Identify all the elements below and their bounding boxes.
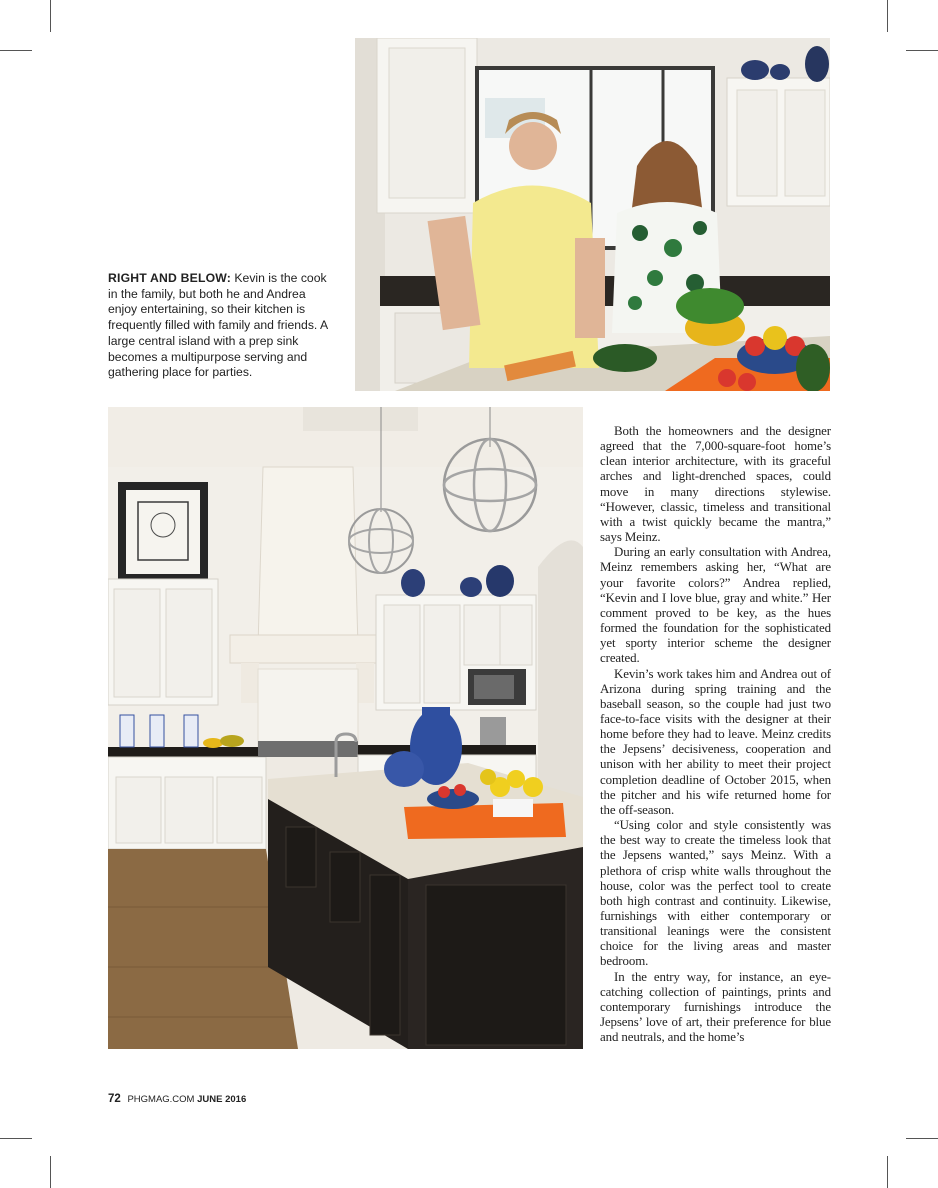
issue-date: JUNE 2016 <box>197 1094 247 1105</box>
article-paragraph: Both the homeowners and the designer agreed that the 7,000-square-foot home’s clean interior architecture, with its graceful arches and light-drenched spaces, could move in many directions stylewise. “However, classic, timeless and transitional with a twist quickly became the mantra,” says Meinz. <box>600 424 831 545</box>
article-paragraph: Kevin’s work takes him and Andrea out of Arizona during spring training and the baseball season, so the couple had just two face-to-face visits with the designer at their home before they had to leave. Meinz credits the Jepsens’ decisiveness, cooperation and unison with her ability to meet their project completion deadline of October 2015, when the pitcher and his wife returned home for the off-season. <box>600 666 831 817</box>
kitchen-island-photo <box>108 407 583 1049</box>
crop-mark <box>50 1156 51 1188</box>
page-number: 72 <box>108 1093 121 1105</box>
article-paragraph: “Using color and style consistently was the best way to create the timeless look that the Jepsens wanted,” says Meinz. With a plethora of crisp white walls throughout the house, color was the perfect tool to create both high contrast and continuity. Likewise, furnishings with either contemporary or transitional leanings were the consistent choice for the living areas and master bedroom. <box>600 818 831 969</box>
site-url[interactable]: PHGMAG.COM <box>127 1094 195 1105</box>
crop-mark <box>906 1138 938 1139</box>
article-paragraph: In the entry way, for instance, an eye-catching collection of paintings, prints and contemporary furnishings introduce the Jepsens’ love of art, their preference for blue and neutrals, and the home’s <box>600 969 831 1045</box>
crop-mark <box>0 1138 32 1139</box>
crop-mark <box>50 0 51 32</box>
caption-lead: RIGHT AND BELOW: <box>108 271 232 285</box>
crop-mark <box>887 1156 888 1188</box>
page-footer <box>108 1093 246 1105</box>
caption-text: Kevin is the cook in the family, but both he and Andrea enjoy entertaining, so their kitchen is frequently filled with family and friends. A large central island with a prep sink becomes a multipurpose serving and gathering place for parties. <box>108 271 328 380</box>
crop-mark <box>0 50 32 51</box>
crop-mark <box>906 50 938 51</box>
article-paragraph: During an early consultation with Andrea, Meinz remembers asking her, “What are your favorite colors?” Andrea replied, “Kevin and I love blue, gray and white.” Her comment proved to be key, as the hues formed the foundation for the sophisticated yet sporty interior scheme the designer created. <box>600 545 831 666</box>
photo-caption <box>108 271 334 381</box>
crop-mark <box>887 0 888 32</box>
article-body <box>600 424 831 1045</box>
kitchen-couple-photo <box>355 38 830 391</box>
